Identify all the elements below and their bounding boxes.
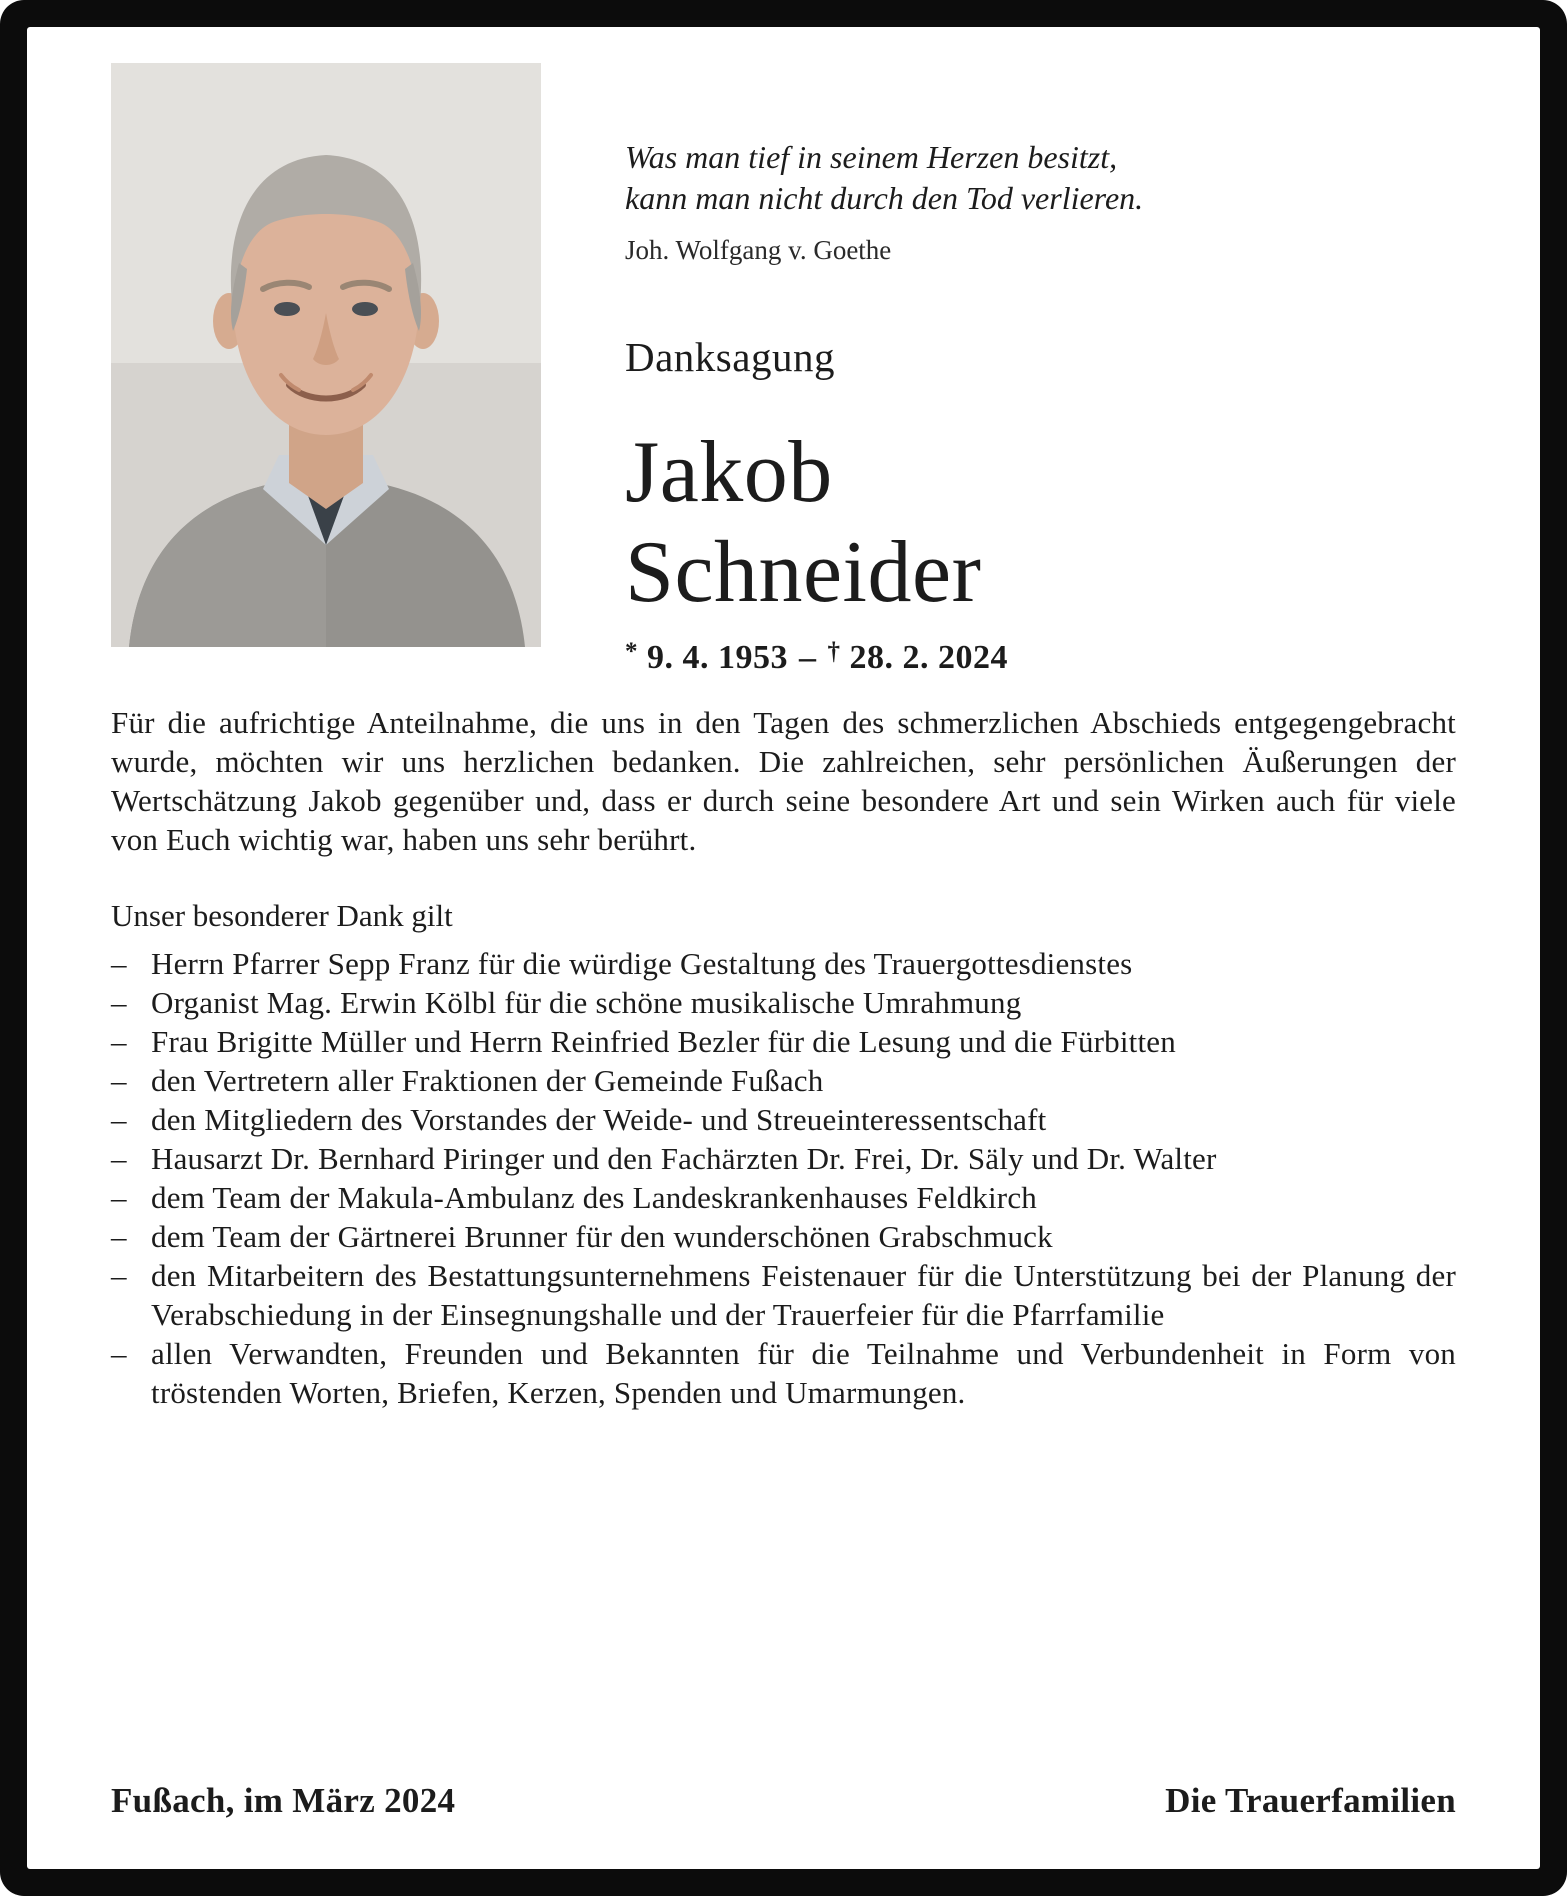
notice-type-label: Danksagung: [625, 334, 835, 381]
list-dash: –: [111, 1140, 127, 1176]
footer-signature: Die Trauerfamilien: [1165, 1781, 1456, 1820]
quote-line-2: kann man nicht durch den Tod verlieren.: [625, 179, 1144, 216]
memorial-quote: [625, 137, 1456, 267]
list-dash: –: [111, 1062, 127, 1098]
thanks-item-text: allen Verwandten, Freunden und Bekannten für die Teilnahme und Verbundenheit in Form von tröstenden Worten, Briefen, Kerzen, Spenden und Umarmungen.: [151, 1335, 1456, 1411]
thanks-item-text: den Vertretern aller Fraktionen der Gemeinde Fußach: [151, 1062, 824, 1098]
thanks-item: [111, 1217, 1456, 1256]
deceased-last-name: Schneider: [625, 523, 982, 621]
list-dash: –: [111, 1101, 127, 1137]
thanks-heading: Unser besonderer Dank gilt: [111, 897, 453, 933]
dates-separator: –: [799, 639, 817, 677]
thanks-item: [111, 1100, 1456, 1139]
intro-paragraph: Für die aufrichtige Anteilnahme, die uns in den Tagen des schmerzlichen Abschieds entgegengebracht wurde, möchten wir uns herzlichen bedanken. Die zahlreichen, sehr persönlichen Äußerungen der Wertschätzung Jakob gegenüber und, dass er durch seine besondere Art und sein Wirken auch für viele von Euch wichtig war, haben uns sehr berührt.: [111, 705, 1456, 858]
thanks-item-text: dem Team der Gärtnerei Brunner für den wunderschönen Grabschmuck: [151, 1218, 1053, 1254]
quote-line-1: Was man tief in seinem Herzen besitzt,: [625, 139, 1118, 175]
list-dash: –: [111, 1335, 127, 1371]
top-section: [111, 63, 1456, 677]
thanks-item: [111, 1061, 1456, 1100]
thanks-item-text: dem Team der Makula-Ambulanz des Landeskrankenhauses Feldkirch: [151, 1179, 1037, 1215]
thanks-item: [111, 944, 1456, 983]
thanks-list: [111, 944, 1456, 1413]
obituary-card: [27, 27, 1540, 1869]
death-date: 28. 2. 2024: [849, 639, 1008, 677]
thanks-item: [111, 1178, 1456, 1217]
thanks-item-text: Organist Mag. Erwin Kölbl für die schöne musikalische Umrahmung: [151, 984, 1022, 1020]
list-dash: –: [111, 984, 127, 1020]
list-dash: –: [111, 1218, 127, 1254]
deceased-name: [625, 423, 1456, 622]
thanks-item-text: den Mitgliedern des Vorstandes der Weide- und Streueinteressentschaft: [151, 1101, 1047, 1137]
thanks-item-text: Hausarzt Dr. Bernhard Piringer und den Fachärzten Dr. Frei, Dr. Säly und Dr. Walter: [151, 1140, 1217, 1176]
footer: [111, 1781, 1456, 1821]
list-dash: –: [111, 945, 127, 981]
deceased-first-name: Jakob: [625, 424, 833, 522]
list-dash: –: [111, 1023, 127, 1059]
thanks-item: [111, 983, 1456, 1022]
thanks-item: [111, 1022, 1456, 1061]
list-dash: –: [111, 1179, 127, 1215]
portrait-photo: [111, 63, 541, 647]
death-symbol: †: [827, 638, 841, 666]
quote-attribution: Joh. Wolfgang v. Goethe: [625, 234, 892, 265]
thanks-item: [111, 1139, 1456, 1178]
birth-date: 9. 4. 1953: [647, 639, 788, 677]
birth-symbol: *: [625, 638, 638, 666]
life-dates: [625, 638, 1456, 677]
thanks-item-text: Frau Brigitte Müller und Herrn Reinfried Bezler für die Lesung und die Fürbitten: [151, 1023, 1176, 1059]
thanks-item-text: den Mitarbeitern des Bestattungsunternehmens Feistenauer für die Unterstützung bei der Planung der Verabschiedung in der Einsegnungshalle und der Trauerfeier für die Pfarrfamilie: [151, 1257, 1456, 1332]
header-column: [625, 63, 1456, 677]
thanks-item: [111, 1334, 1456, 1412]
list-dash: –: [111, 1257, 127, 1293]
portrait-photo-illustration: [111, 63, 541, 647]
thanks-item-text: Herrn Pfarrer Sepp Franz für die würdige Gestaltung des Trauergottesdienstes: [151, 945, 1133, 981]
footer-place-date: Fußach, im März 2024: [111, 1781, 456, 1820]
thanks-item: [111, 1256, 1456, 1334]
